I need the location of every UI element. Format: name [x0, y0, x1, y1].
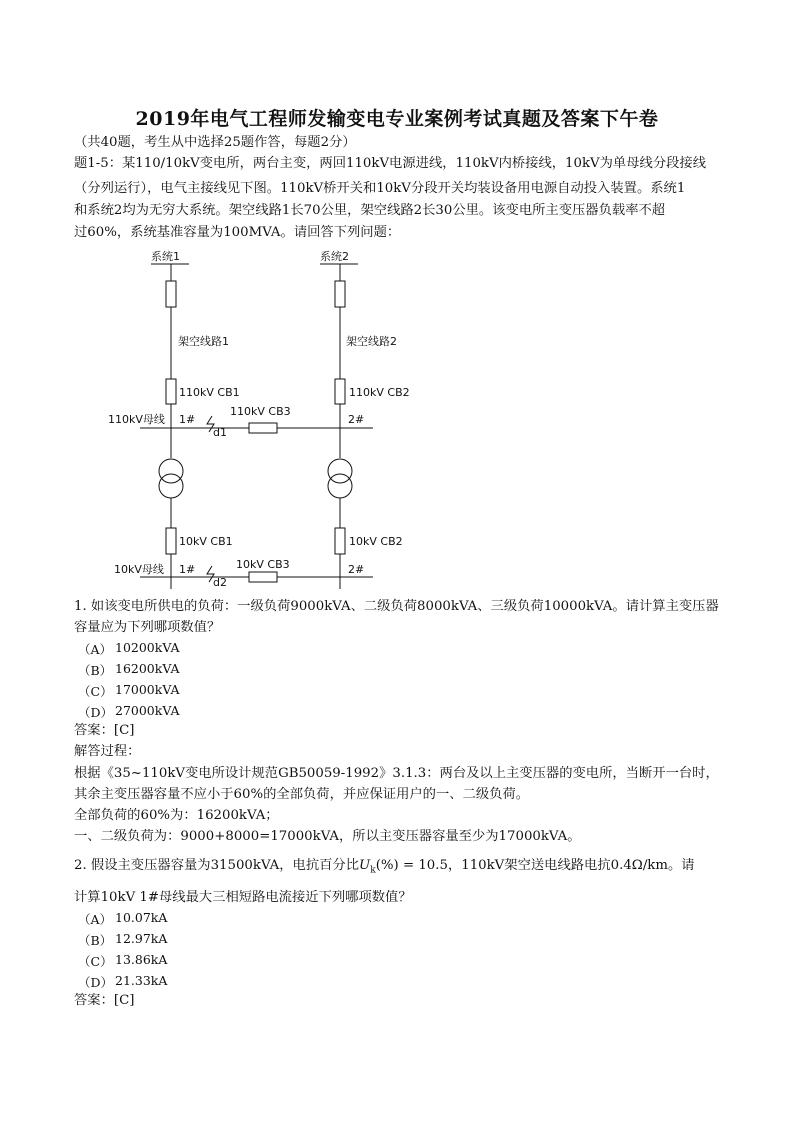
q1-process-line-4: 一、二级负荷为：9000+8000=17000kVA，所以主变压器容量至少为17000kVA。 — [74, 829, 581, 844]
q1-process-line-3: 全部负荷的60%为：16200kVA； — [74, 808, 279, 823]
q2-option-c-key: （C） — [78, 954, 113, 969]
cb3-10-label: 10kV CB3 — [236, 558, 290, 571]
q2-stem-line-1 — [74, 856, 695, 881]
q1-option-b-text: 16200kVA — [115, 661, 180, 676]
transformer2-bottom-coil — [328, 474, 352, 498]
cb2-110-label: 110kV CB2 — [349, 386, 410, 399]
cb3-10-box — [249, 572, 277, 582]
q2-stem-pre: 2. 假设主变压器容量为31500kVA，电抗百分比 — [74, 858, 360, 873]
q2-option-b-key: （B） — [78, 933, 113, 948]
cb3-110-label: 110kV CB3 — [230, 405, 291, 418]
fault-d1-label: d1 — [213, 426, 227, 439]
fault-d2-label: d2 — [213, 576, 227, 589]
q1-process-line-1: 根据《35~110kV变电所设计规范GB50059-1992》3.1.3：两台及以上主变压器的变电所，当断开一台时， — [74, 766, 719, 781]
intro-line-4: 过60%，系统基准容量为100MVA。请回答下列问题： — [74, 225, 401, 240]
cb1-110-box — [166, 379, 176, 404]
system1-label: 系统1 — [151, 250, 180, 263]
intro-line-1: 题1-5：某110/10kV变电所，两台主变，两回110kV电源进线，110kV内桥接线，10kV为单母线分段接线 — [74, 156, 707, 171]
q2-option-b-text: 12.97kA — [115, 931, 168, 946]
bus10-no2: 2# — [348, 563, 365, 576]
bus110-no2: 2# — [348, 413, 365, 426]
q1-option-b-key: （B） — [78, 663, 113, 678]
q2-option-c-text: 13.86kA — [115, 952, 168, 967]
cb1-10-label: 10kV CB1 — [179, 535, 233, 548]
line2-breaker-top — [335, 281, 345, 307]
transformer1-top-coil — [159, 459, 183, 483]
doc-title: 2019年电气工程师发输变电专业案例考试真题及答案下午卷 — [135, 108, 659, 130]
bus10-no1: 1# — [179, 563, 196, 576]
cb1-10-box — [166, 528, 176, 554]
intro-line-2: （分列运行），电气主接线见下图。110kV桥开关和10kV分段开关均装设备用电源自动投入装置。系统1 — [74, 181, 686, 196]
q1-process-title: 解答过程： — [74, 744, 141, 759]
q1-stem-line-2: 容量应为下列哪项数值？ — [74, 620, 221, 635]
q1-option-a-text: 10200kVA — [115, 640, 180, 655]
cb2-110-box — [335, 379, 345, 404]
system2-label: 系统2 — [320, 250, 349, 263]
q2-option-a-key: （A） — [78, 912, 113, 927]
cb1-110-label: 110kV CB1 — [179, 386, 240, 399]
cb3-110-box — [249, 423, 277, 433]
line1-label: 架空线路1 — [178, 335, 229, 348]
bus110-label: 110kV母线 — [108, 413, 165, 426]
q1-option-c-text: 17000kVA — [115, 682, 180, 697]
q1-process-line-2: 其余主变压器容量不应小于60%的全部负荷，并应保证用户的一、二级负荷。 — [74, 787, 530, 802]
bus110-no1: 1# — [179, 413, 196, 426]
line1-breaker-top — [166, 281, 176, 307]
q1-answer: 答案：[C] — [74, 723, 135, 738]
bus10-label: 10kV母线 — [114, 563, 164, 576]
intro-line-3: 和系统2均为无穷大系统。架空线路1长70公里，架空线路2长30公里。该变电所主变压器负载率不超 — [74, 203, 666, 218]
q1-option-a-key: （A） — [78, 642, 113, 657]
q2-stem-post: ，110kV架空送电线路电抗0.4Ω/km。请 — [447, 858, 695, 873]
cb2-10-label: 10kV CB2 — [349, 535, 403, 548]
transformer2-top-coil — [328, 459, 352, 483]
q2-formula-rest: (%) = 10.5 — [375, 858, 448, 873]
q1-option-d-text: 27000kVA — [115, 703, 180, 718]
q2-option-d-text: 21.33kA — [115, 973, 168, 988]
q1-option-d-key: （D） — [78, 705, 114, 720]
q1-stem-line-1: 1. 如该变电所供电的负荷：一级负荷9000kVA、二级负荷8000kVA、三级负荷10000kVA。请计算主变压器 — [74, 599, 719, 614]
doc-subtitle: （共40题，考生从中选择25题作答，每题2分） — [74, 135, 356, 150]
q2-formula-sub: k — [370, 865, 376, 876]
q2-stem-line-2: 计算10kV 1#母线最大三相短路电流接近下列哪项数值？ — [74, 890, 412, 905]
line2-label: 架空线路2 — [346, 335, 397, 348]
q1-option-c-key: （C） — [78, 684, 113, 699]
q2-formula-u: U — [359, 858, 371, 873]
cb2-10-box — [335, 528, 345, 554]
transformer1-bottom-coil — [159, 474, 183, 498]
q2-option-a-text: 10.07kA — [115, 910, 168, 925]
q2-answer: 答案：[C] — [74, 993, 135, 1008]
q2-option-d-key: （D） — [78, 975, 114, 990]
